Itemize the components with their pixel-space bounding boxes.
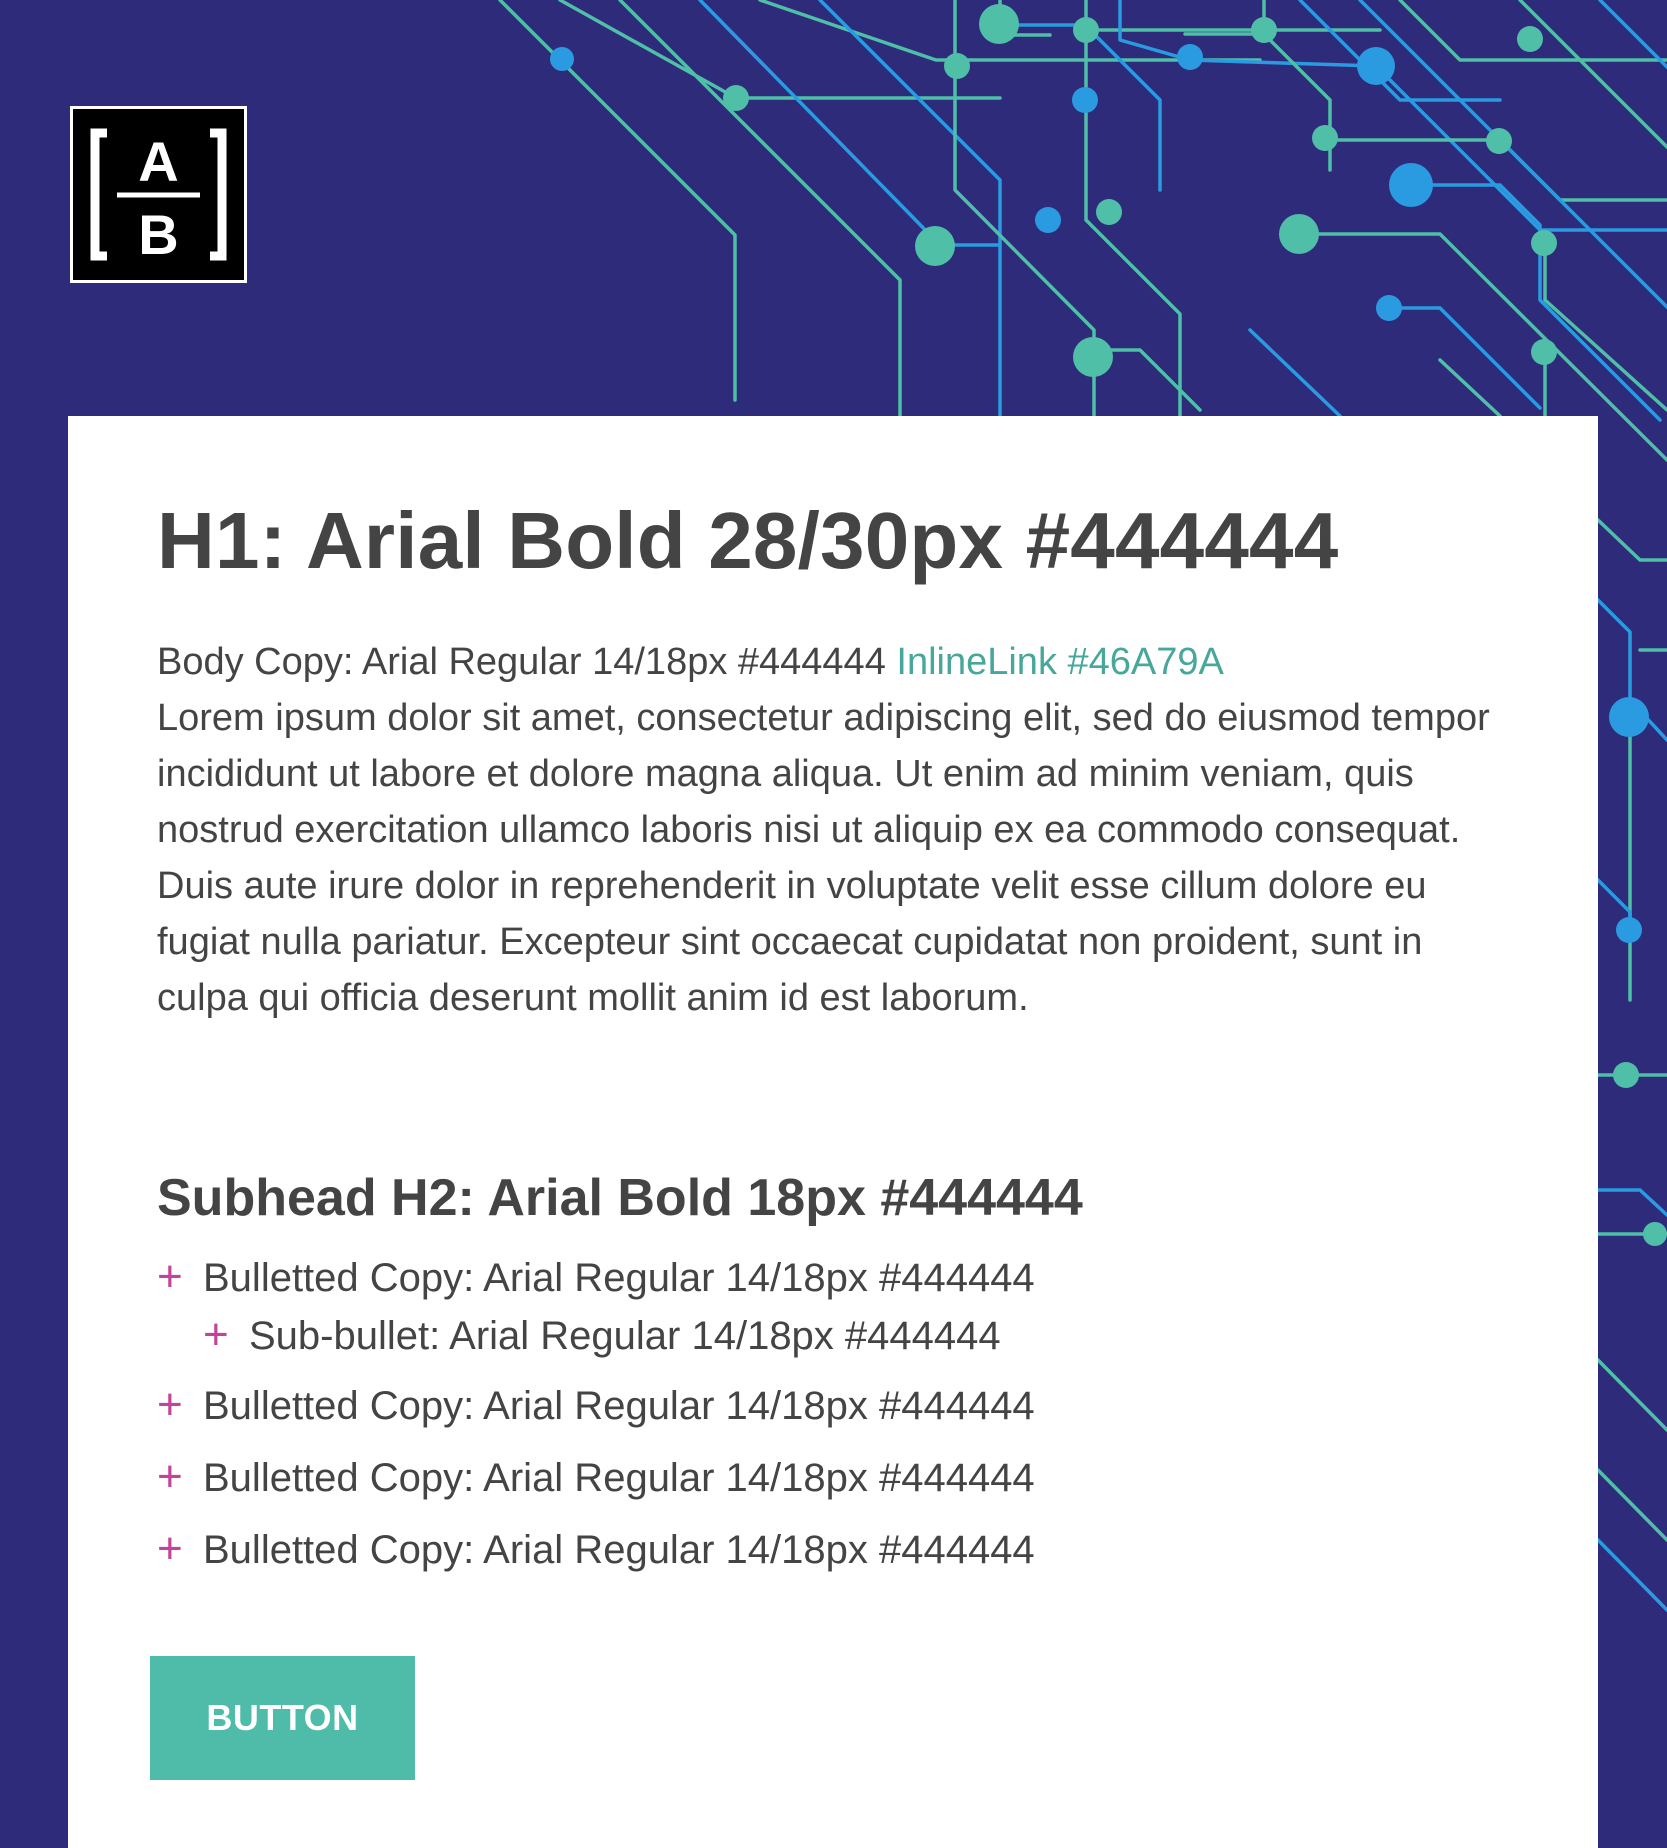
plus-bullet-icon: + bbox=[157, 1380, 183, 1429]
list-item-text: Bulletted Copy: Arial Regular 14/18px #444444 bbox=[203, 1256, 1035, 1300]
subheading: Subhead H2: Arial Bold 18px #444444 bbox=[157, 1169, 1083, 1227]
list-item-text: Bulletted Copy: Arial Regular 14/18px #444444 bbox=[203, 1528, 1035, 1572]
plus-bullet-icon: + bbox=[203, 1310, 229, 1359]
sub-list-item bbox=[203, 1308, 1035, 1364]
list-item bbox=[157, 1378, 1035, 1434]
brand-logo-mark bbox=[73, 109, 244, 280]
list-item bbox=[157, 1450, 1035, 1506]
list-item-text: Bulletted Copy: Arial Regular 14/18px #444444 bbox=[203, 1456, 1035, 1500]
plus-bullet-icon: + bbox=[157, 1524, 183, 1573]
page-heading: H1: Arial Bold 28/30px #444444 bbox=[157, 496, 1339, 585]
list-item bbox=[157, 1250, 1035, 1306]
logo-letter-top: A bbox=[138, 130, 179, 193]
body-copy-text: Lorem ipsum dolor sit amet, consectetur adipiscing elit, sed do eiusmod tempor incididunt ut labore et dolore magna aliqua. Ut enim ad minim veniam, quis nostrud exercitation ullamco laboris nisi ut aliquip ex ea commodo consequat. Duis aute irure dolor in reprehenderit in voluptate velit esse cillum dolore eu fugiat nulla pariatur. Excepteur sint occaecat cupidatat non proident, sunt in culpa qui officia deserunt mollit anim id est laborum. bbox=[157, 697, 1490, 1019]
logo-letter-bottom: B bbox=[138, 203, 179, 266]
list-item bbox=[157, 1522, 1035, 1578]
plus-bullet-icon: + bbox=[157, 1452, 183, 1501]
inline-link[interactable]: InlineLink #46A79A bbox=[896, 641, 1224, 683]
body-copy-prefix: Body Copy: Arial Regular 14/18px #444444 bbox=[157, 641, 897, 683]
list-item-text: Bulletted Copy: Arial Regular 14/18px #444444 bbox=[203, 1384, 1035, 1428]
plus-bullet-icon: + bbox=[157, 1252, 183, 1301]
list-item-text: Sub-bullet: Arial Regular 14/18px #444444 bbox=[249, 1314, 1001, 1358]
bullet-list bbox=[157, 1250, 1035, 1578]
body-copy bbox=[157, 634, 1497, 1026]
content-card bbox=[68, 416, 1598, 1848]
cta-button[interactable]: BUTTON bbox=[150, 1656, 415, 1780]
brand-logo bbox=[70, 106, 247, 283]
